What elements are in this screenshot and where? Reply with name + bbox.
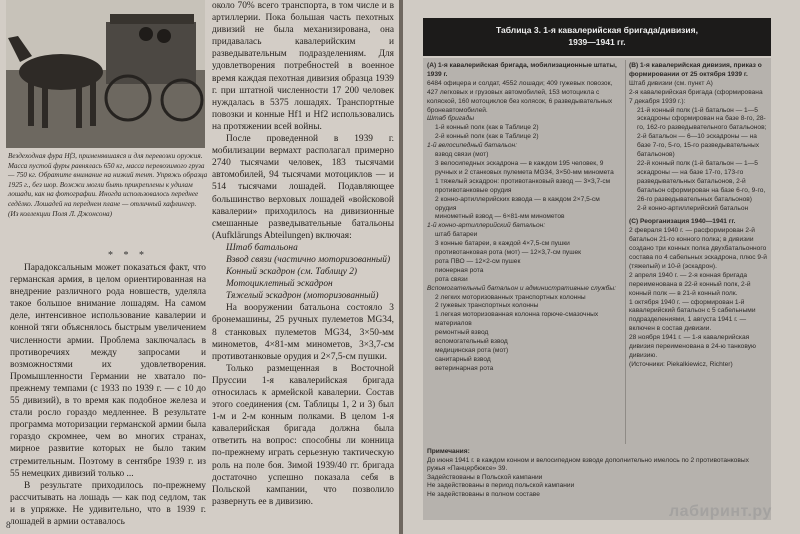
table-line: 3 конные батареи, в каждой 4×7,5-см пушки — [435, 240, 570, 248]
table-line: 2 февраля 1940 г. — расформирован 2-й батальон 21-го конного полка; в дивизии создано три конных полка двухбатальонного состава по 4 сабельных эскадрона, плюс 9-й (тяжелый) и 10-й (эскадрон). — [629, 227, 767, 270]
horse-cart-photo — [6, 0, 205, 148]
table-line: 28 ноября 1941 г. — 1-я кавалерийская дивизия переименована в 24-ю танковую дивизию. — [629, 334, 756, 359]
paragraph: В результате приходилось по-прежнему рассчитывать на лошадь — как под седлом, так и в упряжке. Не удивительно, что в 1939 г. лошадей в армии оставалось — [10, 480, 206, 527]
table-section-heading: (B) 1-я кавалерийская дивизия, приказ о формировании от 25 октября 1939 г. — [629, 62, 762, 78]
photo-caption: Вездеходная фура Hf3, применявшаяся и для перевозки оружия. Масса пустой фуры равнялась 650 кг, масса перевозимого груза — 750 кг. Обратите внимание на низкий тент. Упряжь образца 1925 г., без шор. Вожжи могли быть прикреплены к удилам лошади, как на фотографии. Иногда использовалось переднее седёлко. Лошадей на переднем плане — отличный хафлингер. (Из коллекции Поля Л. Джонсона) — [8, 152, 208, 218]
table-column-b — [629, 62, 767, 370]
section-separator: * * * — [108, 250, 148, 261]
watermark: лабиринт.ру — [669, 503, 772, 520]
page-number: 8 — [6, 520, 11, 530]
note: До июня 1941 г. в каждом конном и велосипедном взводе дополнительно имелось по 2 противотанковых ружья «Панцербюксе» 39. — [427, 456, 749, 473]
table-notes — [427, 448, 767, 500]
table-title-line: 1939—1941 гг. — [568, 37, 626, 47]
note: Не задействованы в полном составе — [427, 490, 540, 498]
table-line: 1-й велосипедный батальон: — [427, 142, 518, 150]
table-column-a — [427, 62, 623, 374]
table-line: взвод связи (мот) — [435, 151, 489, 159]
paragraph: На вооружении батальона состояло 3 бронемашины, 25 ручных пулеметов MG34, 8 станковых пулеметов MG34, 3×50-мм минометов, 4×81-мм минометов, 3×3,7-см противотанковые орудия и 2×7,5-см пушки. — [212, 303, 394, 362]
left-page — [0, 0, 399, 534]
table-line: 2-й конно-артиллерийский батальон — [637, 204, 749, 212]
table-line: 22-й конный полк (1-й батальон — 1—5 эскадроны — на базе 17-го, 173-го разведывательных батальонов, 2-й батальон сформирован на базе 6-го, 9-го, 26-го разведывательных батальонов) — [637, 159, 766, 203]
note: Не задействованы в период польской кампании — [427, 482, 575, 490]
table-line: 3 велосипедных эскадрона — в каждом 195 человек, 9 ручных и 2 станковых пулемета MG34, 3×50-мм миномета — [435, 159, 614, 176]
paragraph: После проведенной в 1939 г. мобилизации вермахт располагал примерно 2740 тысячами человек, 183 тысячами автомобилей, 94 тысячами мотоциклов — и 514 тысячами лошадей. Подавляющее большинство верховых лошадей «войсковой кавалерии» приходилось на дивизионные смешанные разведывательные батальоны (Aufklärungs Abteilungen) включая: — [212, 134, 394, 241]
table-line: Вспомогательный батальон и административные службы: — [427, 284, 616, 292]
table-line: санитарный взвод — [435, 355, 491, 363]
table-line: 21-й конный полк (1-й батальон — 1—5 эскадроны сформирован на базе 8-го, 28-го, 162-го разведывательного батальонов; 2-й батальон — 6—10 эскадроны — на базе 7-го, 5-го, 15-го разведывательных батальонов) — [637, 106, 767, 159]
list-item: Тяжелый эскадрон (моторизованный) — [226, 291, 379, 302]
table-line: 1 октября 1940 г. — сформирован 1-й кавалерийский батальон с 5 сабельными подразделениями, 1 августа 1941 г. — включен в состав дивизии. — [629, 298, 756, 333]
column-divider — [625, 60, 626, 444]
table-line: 2 легких моторизованных транспортных колонны — [435, 293, 586, 301]
list-item: Конный эскадрон (см. Таблицу 2) — [226, 267, 358, 278]
table-line: 6484 офицера и солдат, 4552 лошади; 409 гужевых повозок, 427 легковых и грузовых автомобилей, 153 мотоцикла с коляской, 160 мотоциклов без колясок, 6 разведывательных бронеавтомобилей. — [427, 79, 613, 114]
table-line: пионерная рота — [435, 266, 484, 274]
table-line: (Источники: Piekalkiewicz, Richter) — [629, 360, 733, 368]
table-line: ветеринарная рота — [435, 364, 494, 372]
table-line: медицинская рота (мот) — [435, 347, 509, 354]
table-line: 2-й конный полк (как в Таблице 2) — [435, 133, 539, 141]
paragraph: около 70% всего транспорта, в том числе и в артиллерии. Пока большая часть пехотных дивизий не была механизирована, она придавалась кавалерийским и разведывательным подразделениям. Для удовлетворения потребностей в военное время каждая пехотная дивизия образца 1939 г. при штатной численности 17 200 человек нуждалась в 5375 лошадях. Транспортные повозки и конные Hf1 и Hf2 использовались на протяжении всей войны. — [212, 1, 394, 132]
list-item: Штаб батальона — [226, 242, 298, 253]
right-text-column — [212, 0, 394, 508]
table-title — [423, 18, 771, 56]
table-line: 1-й конный полк (как в Таблице 2) — [435, 124, 539, 132]
table-line: вспомогательный взвод — [435, 338, 508, 346]
notes-heading: Примечания: — [427, 448, 470, 455]
table-title-line: Таблица 3. 1-я кавалерийская бригада/дивизия, — [496, 25, 698, 35]
table-line: Штаб бригады — [427, 115, 475, 123]
table-line: 1 легкая моторизованная колонна горюче-смазочных материалов — [435, 311, 599, 328]
list-item: Взвод связи (частично моторизованный) — [226, 254, 391, 265]
table-line: штаб батареи — [435, 231, 478, 239]
table-line: рота ПВО — 12×2-см пушек — [435, 257, 521, 265]
paragraph: Только размещенная в Восточной Пруссии 1-я кавалерийская бригада относилась к армейской кавалерии. Состав этого соединения (см. Таблицы 1, 2 и 3) был 1-м и 2-м конным полками. В целом 1-я кавалерийская бригада должна была ответить на вопрос: способны ли конница по-прежнему играть серьезную тактическую роль на поле боя. Зимой 1939/40 гг. бригада достаточно успешно показала себя в Польской кампании, что позволило развернуть ее в дивизию. — [212, 363, 394, 507]
list-item: Мотоциклетный эскадрон — [226, 279, 333, 290]
table-line: противотанковая рота (мот) — 12×3,7-см пушек — [435, 249, 582, 257]
table-line: минометный взвод — 6×81-мм минометов — [435, 213, 565, 221]
left-text-column — [10, 262, 206, 528]
table-line: 1 тяжелый эскадрон: противотанковый взвод — 3×3,7-см противотанковые орудия — [435, 177, 611, 194]
paragraph: Парадоксальным может показаться факт, что германская армия, в целом ориентированная на внедрение различного рода новшеств, уделяла такое большое внимание лошадям. На самом деле, интенсивное использование кавалерии и конной тяги объяснялось быстрым увеличением численности армии. Проблема заключалась в противоречиях между запросами и возможностями их удовлетворения. Промышленности Германии не хватало по-прежнему темпами (с 1933 по 1939 г. — с 10 до 55 дивизий), в то время как подобное железа и стали росло гораздо медленнее. В результате программа моторизации германской армии была гораздо скромнее, чем во многих странах, мирное развитие которых не было таким стремительным. Поэтому в сентябре 1939 г. из 55 немецких дивизий только ... — [10, 263, 206, 479]
note: Задействованы в Польской кампании — [427, 473, 543, 481]
table-section-heading: (A) 1-я кавалерийская бригада, мобилизационные штаты, 1939 г. — [427, 62, 617, 78]
table-line: 1-й конно-артиллерийский батальон: — [427, 222, 546, 230]
table-line: 2 конно-артиллерийских взвода — в каждом 2×7,5-см орудия — [435, 195, 600, 212]
table-line: ремонтный взвод — [435, 329, 489, 337]
table-body — [423, 58, 771, 520]
table-line: рота связи — [435, 275, 468, 283]
table-line: Штаб дивизии (см. пункт A) — [629, 79, 713, 87]
table-line: 2 гужевых транспортных колонны — [435, 302, 539, 310]
right-page — [403, 0, 800, 534]
table-section-heading: (C) Реорганизация 1940—1941 гг. — [629, 218, 736, 226]
horse-cart-illustration — [6, 0, 205, 148]
table-line: 2 апреля 1940 г. — 2-я конная бригада переименована в 22-й конный полк, 2-й конный полк — в 21-й конный полк. — [629, 271, 751, 297]
table-line: 2-я кавалерийская бригада (сформирована 7 декабря 1939 г.): — [629, 88, 763, 105]
